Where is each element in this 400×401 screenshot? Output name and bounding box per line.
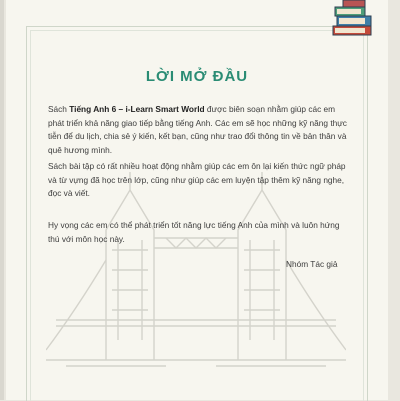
page-title: LỜI MỞ ĐẦU <box>145 68 249 85</box>
stacked-books-icon <box>329 0 377 40</box>
paragraph-3: Hy vọng các em có thể phát triển tốt năng lực tiếng Anh của mình và luôn hứng thú với môn học này. <box>48 220 340 244</box>
binding-edge <box>0 0 4 400</box>
paragraph-2: Sách bài tập có rất nhiều hoạt động nhằm giúp các em ôn lại kiến thức ngữ pháp và từ vựng đã học trên lớp, cũng như giúp các em luyện tập thêm kỹ năng nghe, đọc và viết. <box>48 161 346 199</box>
document-page <box>6 0 388 400</box>
book-title: Tiếng Anh 6 – i-Learn Smart World <box>69 104 205 114</box>
paragraph-1: Sách Tiếng Anh 6 – i-Learn Smart World được biên soạn nhằm giúp các em phát triển khả năng giao tiếp bằng tiếng Anh. Các em sẽ học những kỹ năng thực tiễn để du lịch, chia sẻ ý kiến, kết bạn, cũng như trao đổi thông tin về bản thân và quê hương mình. <box>48 104 347 155</box>
signature: Nhóm Tác giả <box>286 259 338 269</box>
